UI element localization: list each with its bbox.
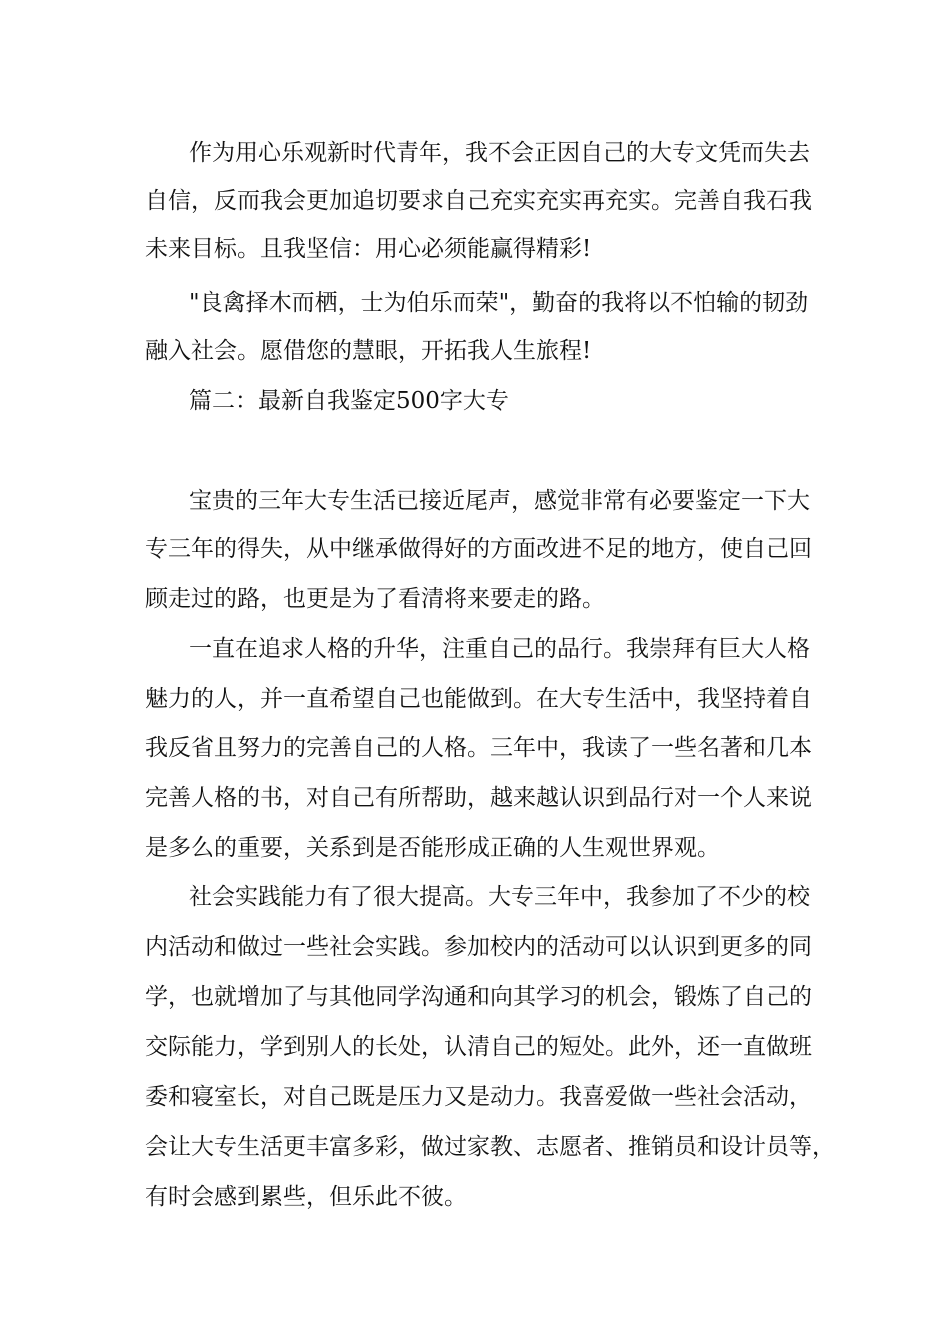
paragraph-5-line-2: 内活动和做过一些社会实践。参加校内的活动可以认识到更多的同 bbox=[145, 934, 812, 960]
paragraph-3-line-2: 专三年的得失，从中继承做得好的方面改进不足的地方，使自己回 bbox=[145, 536, 812, 562]
paragraph-4-line-3: 我反省且努力的完善自己的人格。三年中，我读了一些名著和几本 bbox=[145, 735, 812, 761]
paragraph-5-line-1: 社会实践能力有了很大提高。大专三年中，我参加了不少的校 bbox=[189, 884, 810, 910]
paragraph-1-line-3: 未来目标。且我坚信：用心必须能赢得精彩! bbox=[145, 236, 592, 262]
paragraph-4-line-5: 是多么的重要，关系到是否能形成正确的人生观世界观。 bbox=[145, 835, 720, 861]
paragraph-5-line-7: 有时会感到累些，但乐此不彼。 bbox=[145, 1184, 467, 1210]
paragraph-5-line-3: 学，也就增加了与其他同学沟通和向其学习的机会，锻炼了自己的 bbox=[145, 984, 812, 1010]
paragraph-5-line-4: 交际能力，学到别人的长处，认清自己的短处。此外，还一直做班 bbox=[145, 1034, 812, 1060]
paragraph-5-line-5: 委和寝室长，对自己既是压力又是动力。我喜爱做一些社会活动， bbox=[145, 1084, 812, 1110]
section-heading: 篇二：最新自我鉴定500字大专 bbox=[189, 388, 509, 414]
paragraph-2-line-1: "良禽择木而栖，士为伯乐而荣"，勤奋的我将以不怕输的韧劲 bbox=[189, 290, 809, 316]
paragraph-3-line-1: 宝贵的三年大专生活已接近尾声，感觉非常有必要鉴定一下大 bbox=[189, 488, 810, 514]
paragraph-1-line-2: 自信，反而我会更加追切要求自己充实充实再充实。完善自我石我 bbox=[145, 188, 812, 214]
paragraph-3-line-3: 顾走过的路，也更是为了看清将来要走的路。 bbox=[145, 586, 605, 612]
paragraph-5-line-6: 会让大专生活更丰富多彩，做过家教、志愿者、推销员和设计员等， bbox=[145, 1134, 835, 1160]
paragraph-4-line-4: 完善人格的书，对自己有所帮助，越来越认识到品行对一个人来说 bbox=[145, 785, 812, 811]
paragraph-4-line-1: 一直在追求人格的升华，注重自己的品行。我崇拜有巨大人格 bbox=[189, 636, 810, 662]
paragraph-4-line-2: 魅力的人，并一直希望自己也能做到。在大专生活中，我坚持着自 bbox=[145, 686, 812, 712]
paragraph-1-line-1: 作为用心乐观新时代青年，我不会正因自己的大专文凭而失去 bbox=[189, 140, 810, 166]
paragraph-2-line-2: 融入社会。愿借您的慧眼，开拓我人生旅程! bbox=[145, 338, 592, 364]
